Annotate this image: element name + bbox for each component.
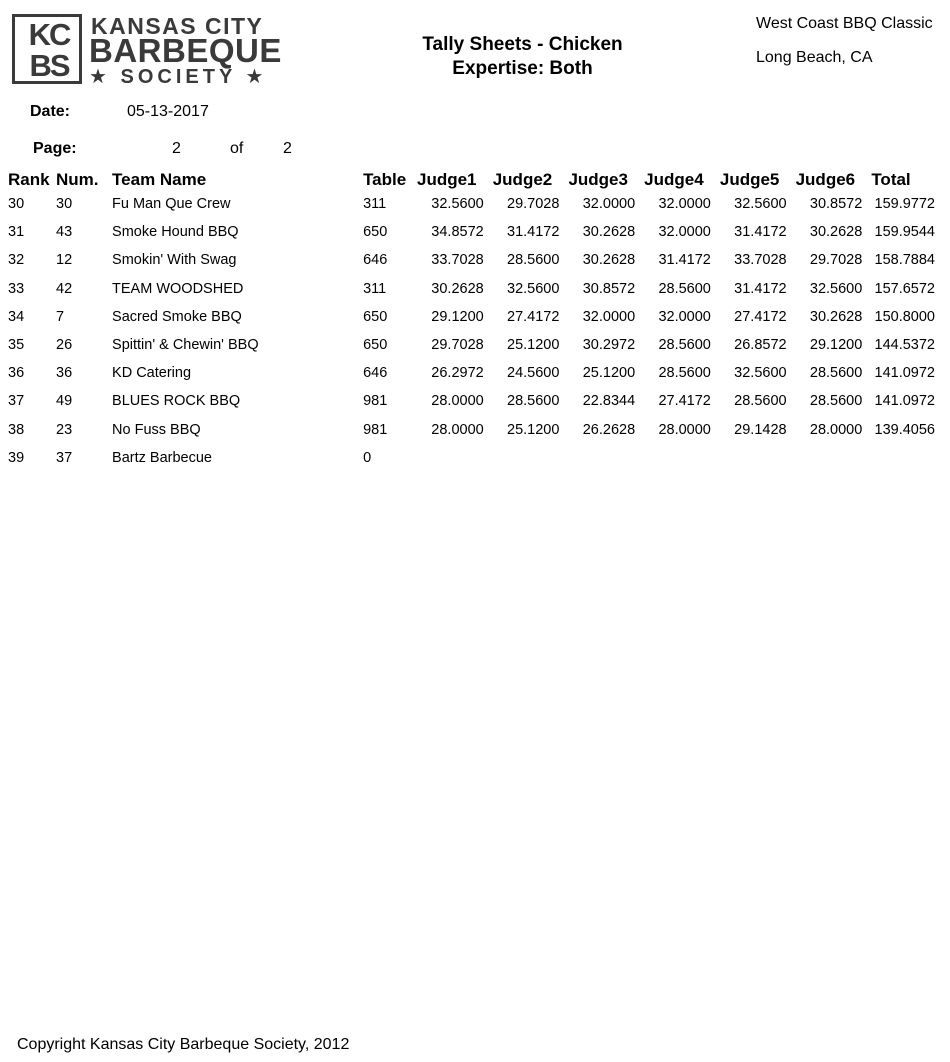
cell-judge5 <box>720 444 796 472</box>
page-label: Page: <box>33 140 77 157</box>
cell-judge5: 27.4172 <box>734 308 787 325</box>
cell-team-name: BLUES ROCK BBQ <box>112 393 241 410</box>
cell-judge5: 29.1428 <box>734 421 787 438</box>
table-row <box>0 218 944 246</box>
cell-total: 139.4056 <box>874 421 935 438</box>
cell-table: 650 <box>363 337 388 354</box>
cell-judge1: 28.0000 <box>431 393 484 410</box>
cell-judge3: 30.2628 <box>582 252 636 269</box>
cell-table: 646 <box>363 252 388 269</box>
cell-judge3 <box>568 444 644 472</box>
tally-table <box>0 168 944 472</box>
cell-rank: 32 <box>8 252 25 269</box>
cell-judge5: 33.7028 <box>734 252 787 269</box>
cell-judge3: 32.0000 <box>582 308 636 325</box>
cell-team-name: KD Catering <box>112 365 192 382</box>
column-header-judge5: Judge5 <box>719 170 780 189</box>
table-row <box>0 331 944 359</box>
cell-judge6: 32.5600 <box>809 280 863 297</box>
cell-judge6: 28.5600 <box>809 393 863 410</box>
cell-table: 311 <box>363 196 387 213</box>
cell-judge4: 28.5600 <box>658 280 711 297</box>
cell-judge1: 29.7028 <box>431 337 484 354</box>
table-row <box>0 359 944 387</box>
table-header-row <box>0 168 944 190</box>
cell-judge3: 30.8572 <box>582 280 636 297</box>
cell-judge2: 28.5600 <box>507 252 560 269</box>
monogram-bottom: BS <box>29 48 69 83</box>
table-row <box>0 444 944 472</box>
column-header-judge2: Judge2 <box>492 170 553 189</box>
cell-judge5: 31.4172 <box>734 280 787 297</box>
cell-judge2: 25.1200 <box>507 421 560 438</box>
page-current: 2 <box>172 140 181 157</box>
cell-num: 23 <box>56 421 73 438</box>
event-name: West Coast BBQ Classic <box>756 15 933 32</box>
cell-judge2: 32.5600 <box>507 280 560 297</box>
column-header-judge6: Judge6 <box>795 170 856 189</box>
cell-judge6: 29.1200 <box>809 337 863 354</box>
cell-judge5: 32.5600 <box>734 365 787 382</box>
cell-judge4: 27.4172 <box>658 393 711 410</box>
cell-judge4: 32.0000 <box>658 196 711 213</box>
kcbs-monogram <box>12 14 82 84</box>
cell-team-name: Spittin' & Chewin' BBQ <box>112 337 259 354</box>
report-title-line-2: Expertise: Both <box>452 58 593 79</box>
cell-num: 30 <box>56 196 73 213</box>
monogram-top: KC <box>28 17 70 52</box>
cell-table: 981 <box>363 421 388 438</box>
cell-judge3: 25.1200 <box>582 365 636 382</box>
column-header-num: Num. <box>56 170 99 189</box>
cell-table: 311 <box>363 280 387 297</box>
cell-judge1: 28.0000 <box>431 421 484 438</box>
cell-judge3: 30.2628 <box>582 224 636 241</box>
table-body <box>0 190 944 472</box>
cell-num: 7 <box>56 308 65 325</box>
cell-judge6: 28.0000 <box>809 421 863 438</box>
cell-judge3: 32.0000 <box>582 196 636 213</box>
cell-judge6 <box>796 444 872 472</box>
logo-line-1: KANSAS CITY <box>91 13 264 39</box>
cell-total: 141.0972 <box>874 393 935 410</box>
column-header-judge3: Judge3 <box>568 170 628 189</box>
cell-rank: 36 <box>8 365 25 382</box>
kcbs-logo <box>12 14 294 90</box>
table-row <box>0 303 944 331</box>
cell-rank: 33 <box>8 280 25 297</box>
cell-team-name: TEAM WOODSHED <box>112 280 244 297</box>
column-header-judge1: Judge1 <box>417 170 477 189</box>
cell-judge1: 33.7028 <box>431 252 484 269</box>
cell-num: 12 <box>56 252 73 269</box>
cell-judge2: 31.4172 <box>507 224 560 241</box>
report-title-line-1: Tally Sheets - Chicken <box>422 34 623 55</box>
cell-judge4: 28.0000 <box>658 421 711 438</box>
cell-rank: 31 <box>8 224 25 241</box>
report-title <box>370 33 675 81</box>
page-total: 2 <box>283 140 292 157</box>
cell-judge5: 32.5600 <box>734 196 787 213</box>
cell-team-name: Fu Man Que Crew <box>112 196 231 213</box>
cell-total: 158.7884 <box>874 252 935 269</box>
cell-total <box>871 444 944 472</box>
cell-judge3: 30.2972 <box>582 337 636 354</box>
column-header-table: Table <box>363 170 407 189</box>
table-row <box>0 190 944 218</box>
cell-judge5: 31.4172 <box>734 224 787 241</box>
cell-judge2: 24.5600 <box>507 365 560 382</box>
cell-judge4: 32.0000 <box>658 224 711 241</box>
column-header-team-name: Team Name <box>112 170 207 189</box>
cell-judge1: 26.2972 <box>431 365 484 382</box>
cell-rank: 37 <box>8 393 25 410</box>
cell-num: 36 <box>56 365 73 382</box>
cell-judge2: 27.4172 <box>507 308 560 325</box>
cell-num: 42 <box>56 280 73 297</box>
cell-team-name: No Fuss BBQ <box>112 421 201 438</box>
cell-judge2: 29.7028 <box>507 196 560 213</box>
cell-total: 144.5372 <box>874 337 935 354</box>
cell-judge6: 30.2628 <box>809 224 863 241</box>
cell-total: 157.6572 <box>874 280 935 297</box>
column-header-total: Total <box>871 170 911 189</box>
cell-judge4: 28.5600 <box>658 365 711 382</box>
cell-judge2 <box>493 444 569 472</box>
cell-judge1: 30.2628 <box>431 280 484 297</box>
cell-judge1: 34.8572 <box>431 224 484 241</box>
cell-table: 650 <box>363 308 388 325</box>
cell-team-name: Bartz Barbecue <box>112 449 212 466</box>
column-header-judge4: Judge4 <box>644 170 704 189</box>
cell-rank: 35 <box>8 337 25 354</box>
cell-judge1: 32.5600 <box>431 196 484 213</box>
cell-num: 43 <box>56 224 73 241</box>
date-label: Date: <box>30 103 71 120</box>
table-row <box>0 246 944 274</box>
cell-total: 159.9544 <box>874 224 935 241</box>
cell-judge6: 30.8572 <box>809 196 863 213</box>
table-row <box>0 416 944 444</box>
cell-total: 150.8000 <box>874 308 935 325</box>
cell-team-name: Smoke Hound BBQ <box>112 224 239 241</box>
column-header-rank: Rank <box>8 170 50 189</box>
cell-table: 650 <box>363 224 388 241</box>
cell-rank: 39 <box>8 449 25 466</box>
cell-total: 159.9772 <box>874 196 935 213</box>
cell-table: 981 <box>363 393 388 410</box>
cell-judge4: 28.5600 <box>658 337 711 354</box>
cell-judge6: 28.5600 <box>809 365 863 382</box>
cell-judge5: 28.5600 <box>734 393 787 410</box>
cell-rank: 38 <box>8 421 25 438</box>
cell-judge1 <box>417 444 493 472</box>
cell-num: 49 <box>56 393 73 410</box>
cell-table: 646 <box>363 365 388 382</box>
cell-judge3: 26.2628 <box>582 421 636 438</box>
table-row <box>0 275 944 303</box>
cell-rank: 30 <box>8 196 25 213</box>
cell-judge1: 29.1200 <box>431 308 484 325</box>
cell-judge6: 30.2628 <box>809 308 863 325</box>
cell-judge5: 26.8572 <box>734 337 787 354</box>
cell-judge2: 28.5600 <box>507 393 560 410</box>
cell-judge4: 31.4172 <box>658 252 711 269</box>
cell-num: 26 <box>56 337 73 354</box>
cell-judge2: 25.1200 <box>507 337 560 354</box>
date-value: 05-13-2017 <box>127 103 209 120</box>
cell-team-name: Smokin' With Swag <box>112 252 237 269</box>
cell-num: 37 <box>56 449 73 466</box>
cell-judge6: 29.7028 <box>809 252 863 269</box>
logo-line-2: BARBEQUE <box>89 32 282 69</box>
cell-rank: 34 <box>8 308 25 325</box>
logo-line-3: ★ SOCIETY ★ <box>89 66 268 88</box>
cell-judge4 <box>644 444 720 472</box>
copyright-footer: Copyright Kansas City Barbeque Society, 2012 <box>17 1036 350 1053</box>
cell-total: 141.0972 <box>874 365 935 382</box>
cell-team-name: Sacred Smoke BBQ <box>112 308 242 325</box>
event-location: Long Beach, CA <box>756 49 873 66</box>
table-row <box>0 387 944 415</box>
page-of: of <box>230 140 244 157</box>
cell-judge4: 32.0000 <box>658 308 711 325</box>
cell-judge3: 22.8344 <box>582 393 636 410</box>
cell-table: 0 <box>363 449 372 466</box>
